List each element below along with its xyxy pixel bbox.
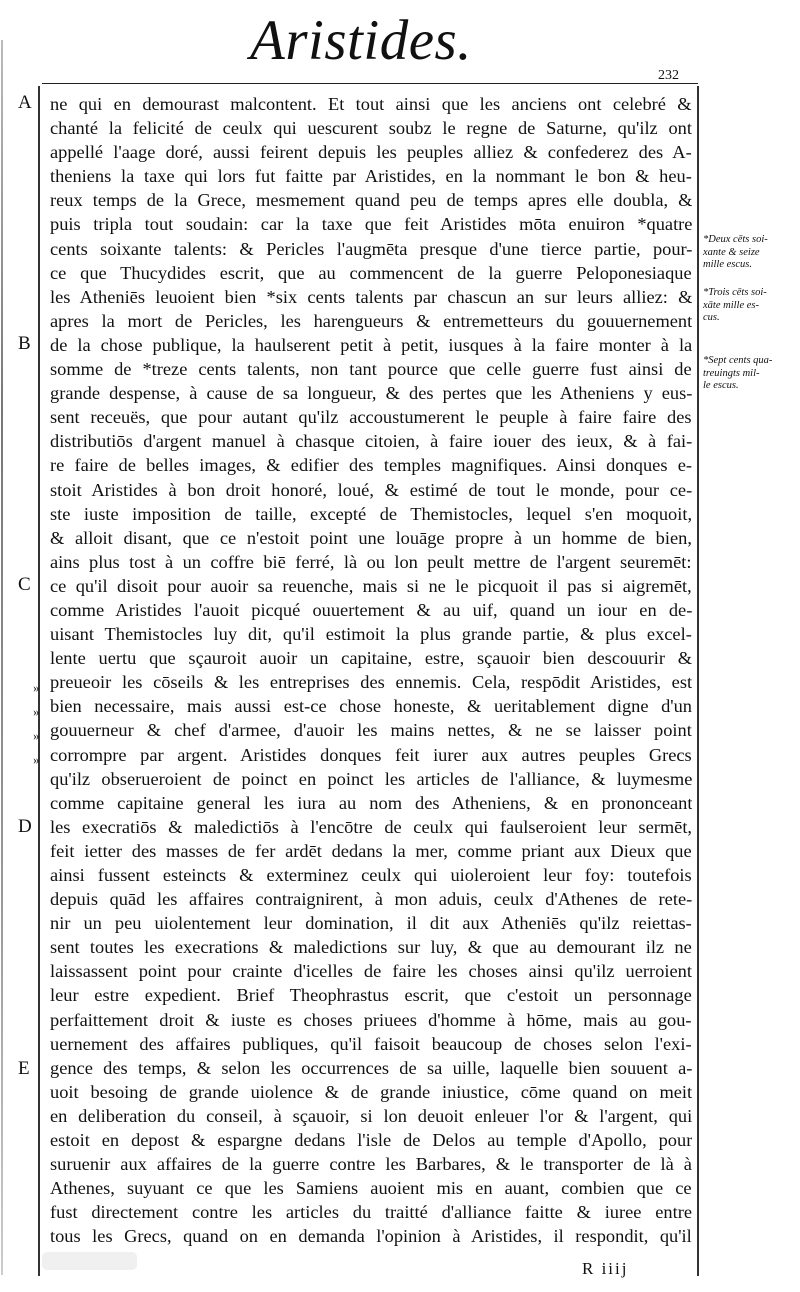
text-line: lente uertu que sçauroit auoir un capitaine, estre, sçauoir bien descouurir & — [50, 648, 692, 669]
text-line: ce qu'il disoit pour auoir sa reuenche, mais si ne le picquoit il pas si aigremēt, — [50, 575, 692, 596]
text-line: somme de *treze cents talents, non tant pource que celle guerre fust ainsi de — [50, 359, 692, 380]
text-line: Athenes, suyuant ce que les Samiens auoient mis en auant, combien que ce — [50, 1178, 692, 1199]
text-line: preueoir les cōseils & les entreprises des ennemis. Cela, respōdit Aristides, est — [50, 672, 692, 693]
text-line: apres la mort de Pericles, les harengueurs & entremetteurs du gouuernement — [50, 310, 692, 331]
marginal-note — [703, 355, 795, 393]
text-line: de la chose publique, la haulserent petit à petit, iusques à la faire monter à la — [50, 334, 692, 355]
marginal-note-line: le escus. — [703, 380, 739, 391]
marginal-note-line: *Trois cēts soi- — [703, 287, 767, 298]
section-letter-c: C — [18, 574, 31, 595]
text-line: gouuerneur & chef d'armee, d'auoir les mains nettes, & ne se laisser point — [50, 720, 692, 741]
text-line: leur estre expedient. Brief Theophrastus escrit, que c'estoit un personnage — [50, 985, 692, 1006]
text-line: comme Aristides l'auoit picqué ouuertement & au uif, quand un iour en de- — [50, 599, 692, 620]
text-line: sent receuës, que pour autant qu'ilz accoustumerent le peuple à faire faire des — [50, 407, 692, 428]
page-edge — [1, 40, 3, 1275]
marginal-note-line: cus. — [703, 312, 720, 323]
marginal-note-line: *Deux cēts soi- — [703, 234, 768, 245]
quote-mark: » — [33, 728, 40, 743]
text-line: laissassent point pour crainte d'icelles de faire les choses ainsi qu'ilz uerroient — [50, 961, 692, 982]
marginal-note-line: *Sept cents qua- — [703, 355, 773, 366]
text-line: distributiōs d'argent manuel à chasque citoien, à faire iouer des ieux, & à fai- — [50, 431, 692, 452]
marginal-note-line: mille escus. — [703, 259, 752, 270]
page-number: 232 — [658, 68, 679, 83]
text-line: les Atheniēs leuoient bien *six cents talents par chascun an sur leurs alliez: & — [50, 286, 692, 307]
section-letter-a: A — [18, 92, 32, 113]
text-line: uernement des affaires publiques, qu'il faisoit beaucoup de choses selon l'exi- — [50, 1033, 692, 1054]
marginal-note-line: xante & seize — [703, 246, 760, 258]
text-line: grande despense, à cause de sa longueur, & des pertes que les Atheniens y eus- — [50, 383, 692, 404]
head-rule — [42, 83, 698, 84]
text-line: reux temps de la Grece, mesmement quand peu de temps apres elle doubla, & — [50, 190, 692, 211]
text-line: depuis quād les affaires contraignirent, à mon aduis, ceulx d'Athenes de rete- — [50, 889, 692, 910]
text-line: comme capitaine general les iura au nom des Atheniens, & en prononceant — [50, 792, 692, 813]
text-line: cents soixante talents: & Pericles l'augmēta presque d'une tierce partie, pour- — [50, 238, 692, 259]
marginal-note — [703, 234, 795, 272]
text-line: gence des temps, & selon les occurrences de sa uille, laquelle bien souuent a- — [50, 1057, 692, 1078]
text-line: uoit besoing de grande uiolence & de grande iniustice, cōme quand on meit — [50, 1081, 692, 1102]
text-line: bien necessaire, mais aussi est-ce chose honeste, & ueritablement digne d'un — [50, 696, 692, 717]
text-line: ains plus tost à un coffre biē ferré, là ou lon peult mettre de l'argent seuremēt: — [50, 551, 692, 572]
text-line: en deliberation du conseil, à sçauoir, si lon deuoit enleuer l'or & l'argent, qui — [50, 1105, 692, 1126]
text-line: theniens la taxe qui lors fut faitte par Aristides, en la nommant le bon & heu- — [50, 166, 692, 187]
marginal-note-line: treuingts mil- — [703, 367, 760, 379]
text-line: re faire de belles images, & edifier des temples magnifiques. Ainsi donques e- — [50, 455, 692, 476]
text-line: uisant Themistocles luy dit, qu'il estimoit la plus grande partie, & plus excel- — [50, 624, 692, 645]
text-line: les execratiōs & maledictiōs à l'encōtre de ceulx qui faulseroient leur sermēt, — [50, 816, 692, 837]
text-line: fust directement contre les articles du traitté d'alliance faitte & iuree entre — [50, 1202, 692, 1223]
bleed-through-smudge — [42, 1252, 137, 1270]
text-line: stoit Aristides à bon droit honoré, loué, & estimé de tout le monde, pour ce- — [50, 479, 692, 500]
running-head: Aristides. — [250, 9, 472, 72]
quote-mark: » — [33, 752, 40, 767]
margin-column-rule — [697, 86, 699, 1276]
quote-mark: » — [33, 704, 40, 719]
text-line: estoit en depost & espargne dedans l'isle de Delos au temple d'Apollo, pour — [50, 1130, 692, 1151]
text-line: nir un peu uiolentement leur domination, il dit aux Atheniēs qu'ilz reiettas- — [50, 913, 692, 934]
text-line: & alloit disant, que ce n'estoit point une louāge propre à un homme de bien, — [50, 527, 692, 548]
text-line: qu'ilz obserueroient de poinct en poinct les articles de l'alliance, & luymesme — [50, 768, 692, 789]
text-line: feit ietter des masses de fer ardēt dedans la mer, comme priant aux Dieux que — [50, 840, 692, 861]
text-line: ste iuste imposition de taille, excepté de Themistocles, lequel s'en moquoit, — [50, 503, 692, 524]
text-line: chanté la felicité de ceulx qui uescurent soubz le regne de Saturne, qu'ilz ont — [50, 118, 692, 139]
marginal-note — [703, 287, 795, 325]
text-line: ainsi fussent esteincts & exterminez ceulx qui uioleroient leur foy: toutefois — [50, 865, 692, 885]
marginal-note-line: xāte mille es- — [703, 299, 759, 311]
quote-mark: » — [33, 680, 40, 695]
text-line: appellé l'aage doré, aussi feirent depuis les peuples alliez & confederez des A- — [50, 142, 692, 163]
section-letter-b: B — [18, 333, 31, 354]
text-line: sent toutes les execrations & maledictions sur luy, & que au demourant ilz ne — [50, 937, 692, 958]
text-line: ce que Thucydides escrit, que au commencent de la guerre Peloponesiaque — [50, 262, 692, 283]
text-line: perfaittement droit & iuste es choses priuees d'homme à hōme, mais au gou- — [50, 1009, 692, 1030]
text-line: suruenir aux affaires de la guerre contre les Barbares, & le transporter de là à — [50, 1154, 692, 1175]
body-text — [50, 92, 692, 1249]
text-line: puis tripla tout soudain: car la taxe que feit Aristides mōta enuiron *quatre — [50, 214, 692, 235]
text-line: ne qui en demourast malcontent. Et tout ainsi que les anciens ont celebré & — [50, 94, 692, 114]
section-letter-e: E — [18, 1058, 30, 1079]
text-line: tous les Grecs, quand on en demanda l'opinion à Aristides, il respondit, qu'il — [50, 1226, 692, 1247]
signature-mark: R iiij — [582, 1259, 629, 1278]
text-line: corrompre par argent. Aristides donques feit iurer aux autres peuples Grecs — [50, 744, 692, 765]
section-letter-d: D — [18, 816, 32, 837]
